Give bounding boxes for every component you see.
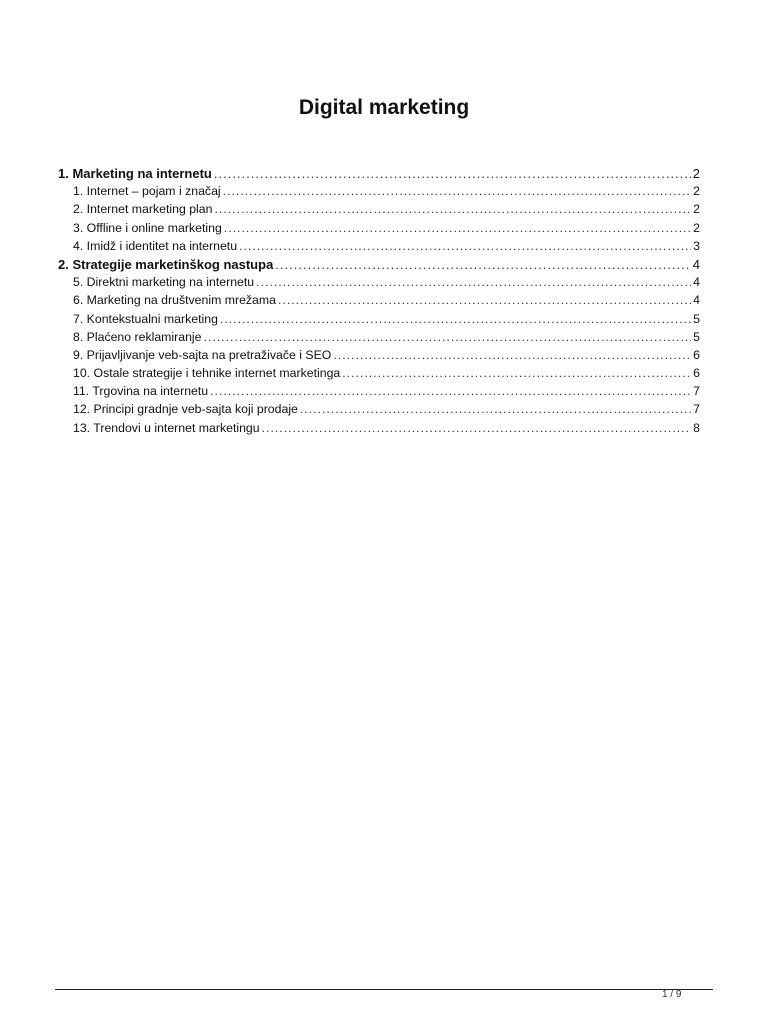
toc-entry-page: 4: [693, 275, 700, 290]
toc-entry-page: 5: [693, 311, 700, 326]
toc-leader-dots: [239, 239, 691, 253]
toc-entry-label: 2. Strategije marketinškog nastupa: [58, 256, 274, 272]
toc-entry-label: 6. Marketing na društvenim mrežama: [73, 293, 276, 308]
toc-entry-page: 6: [693, 347, 700, 362]
toc-leader-dots: [342, 366, 691, 380]
toc-leader-dots: [204, 330, 692, 344]
toc-subsection-entry[interactable]: [58, 330, 700, 348]
toc-leader-dots: [278, 293, 691, 307]
footer-divider: [55, 989, 713, 990]
toc-section-entry[interactable]: [58, 166, 700, 184]
toc-entry-label: 9. Prijavljivanje veb-sajta na pretraživače i SEO: [73, 347, 332, 362]
toc-entry-page: 2: [693, 220, 700, 235]
toc-entry-label: 1. Internet – pojam i značaj: [73, 184, 221, 199]
toc-leader-dots: [214, 166, 691, 181]
toc-entry-page: 2: [692, 166, 700, 181]
toc-entry-label: 1. Marketing na internetu: [58, 166, 212, 181]
toc-entry-page: 7: [693, 402, 700, 417]
toc-subsection-entry[interactable]: [58, 184, 700, 202]
toc-leader-dots: [256, 275, 691, 289]
toc-section-entry[interactable]: [58, 257, 700, 275]
toc-subsection-entry[interactable]: [58, 312, 700, 330]
toc-leader-dots: [223, 184, 692, 198]
toc-leader-dots: [275, 257, 690, 272]
toc-entry-page: 4: [692, 256, 700, 272]
table-of-contents: [58, 166, 700, 439]
toc-entry-label: 8. Plaćeno reklamiranje: [73, 329, 202, 344]
toc-entry-page: 6: [693, 366, 700, 381]
toc-entry-label: 10. Ostale strategije i tehnike internet marketinga: [73, 366, 341, 381]
toc-entry-page: 4: [693, 293, 700, 308]
toc-leader-dots: [300, 402, 691, 416]
toc-entry-page: 3: [693, 238, 700, 253]
toc-entry-label: 2. Internet marketing plan: [73, 202, 213, 217]
page-indicator: 1 / 9: [662, 989, 682, 1000]
toc-subsection-entry[interactable]: [58, 275, 700, 293]
toc-entry-page: 2: [693, 184, 700, 199]
toc-leader-dots: [224, 221, 691, 235]
toc-subsection-entry[interactable]: [58, 221, 700, 239]
toc-entry-label: 12. Principi gradnje veb-sajta koji prodaje: [73, 402, 298, 417]
toc-entry-label: 5. Direktni marketing na internetu: [73, 275, 255, 290]
toc-subsection-entry[interactable]: [58, 202, 700, 220]
toc-subsection-entry[interactable]: [58, 239, 700, 257]
toc-entry-page: 2: [693, 202, 700, 217]
toc-leader-dots: [262, 421, 692, 435]
toc-subsection-entry[interactable]: [58, 402, 700, 420]
toc-leader-dots: [220, 312, 691, 326]
toc-subsection-entry[interactable]: [58, 366, 700, 384]
toc-entry-label: 4. Imidž i identitet na internetu: [73, 238, 238, 253]
toc-subsection-entry[interactable]: [58, 348, 700, 366]
toc-subsection-entry[interactable]: [58, 421, 700, 439]
toc-leader-dots: [333, 348, 691, 362]
toc-entry-label: 3. Offline i online marketing: [73, 220, 222, 235]
toc-subsection-entry[interactable]: [58, 384, 700, 402]
toc-entry-page: 8: [693, 420, 700, 435]
toc-entry-page: 7: [693, 384, 700, 399]
document-title: Digital marketing: [298, 96, 470, 119]
toc-entry-label: 13. Trendovi u internet marketingu: [73, 420, 260, 435]
toc-entry-page: 5: [693, 329, 700, 344]
toc-subsection-entry[interactable]: [58, 293, 700, 311]
toc-entry-label: 7. Kontekstualni marketing: [73, 311, 218, 326]
toc-leader-dots: [214, 202, 691, 216]
toc-leader-dots: [210, 384, 691, 398]
toc-entry-label: 11. Trgovina na internetu: [73, 384, 209, 399]
